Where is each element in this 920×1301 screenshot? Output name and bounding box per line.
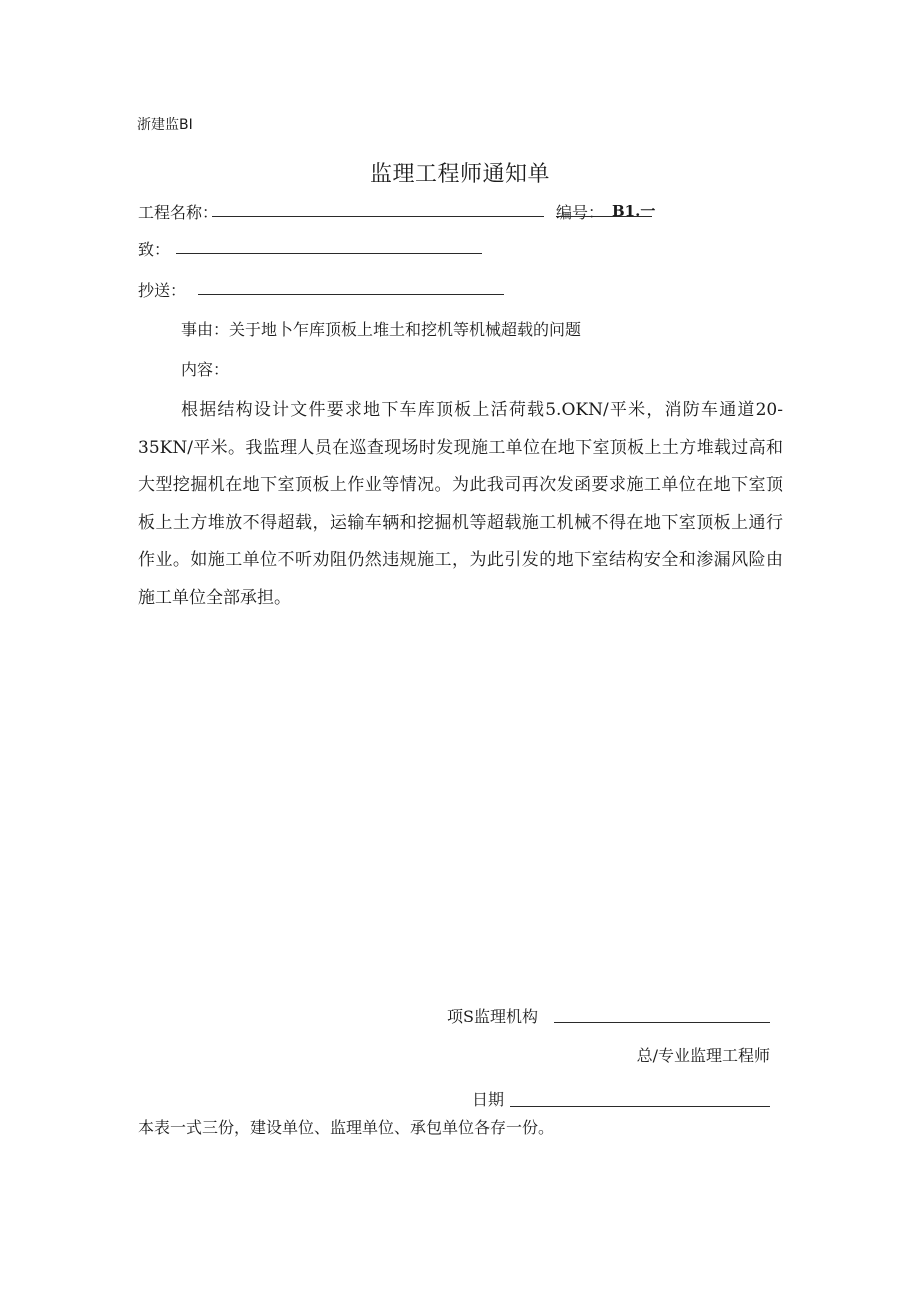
recipient-label: 致： (138, 240, 171, 259)
project-name-label: 工程名称： (138, 203, 219, 222)
footer-note: 本表一式三份，建设单位、监理单位、承包单位各存一份。 (138, 1118, 555, 1137)
cc-label: 抄送： (138, 281, 187, 300)
document-title: 监理工程师通知单 (369, 162, 550, 187)
date-label: 日期 (472, 1090, 505, 1109)
date-field[interactable] (510, 1106, 770, 1107)
cc-field[interactable] (198, 294, 504, 295)
content-label: 内容： (181, 360, 230, 379)
document-number-value: B1.一 (612, 202, 656, 220)
engineer-signature-label: 总/专业监理工程师 (636, 1046, 770, 1065)
supervision-agency-label: 项S监理机构 (447, 1007, 538, 1026)
content-body: 根据结构设计文件要求地下车库顶板上活荷载5.OKN/平米，消防车通道20-35KN/平米。我监理人员在巡查现场时发现施工单位在地下室顶板上土方堆载过高和大型挖掘机在地下室顶板上作业等情况。为此我司再次发函要求施工单位在地下室顶板上土方堆放不得超载，运输车辆和挖掘机等超载施工机械不得在地下室顶板上通行作业。如施工单位不听劝阻仍然违规施工，为此引发的地下室结构安全和渗漏风险由施工单位全部承担。 (138, 400, 783, 608)
document-number-underline (556, 216, 652, 217)
subject-line: 事由：关于地卜乍库顶板上堆土和挖机等机械超载的问题 (181, 320, 582, 339)
project-name-field[interactable] (212, 216, 544, 217)
recipient-field[interactable] (176, 253, 482, 254)
supervision-agency-field[interactable] (554, 1022, 770, 1023)
form-code: 浙建监BI (137, 117, 193, 133)
document-number-label: 编号： (556, 203, 605, 222)
